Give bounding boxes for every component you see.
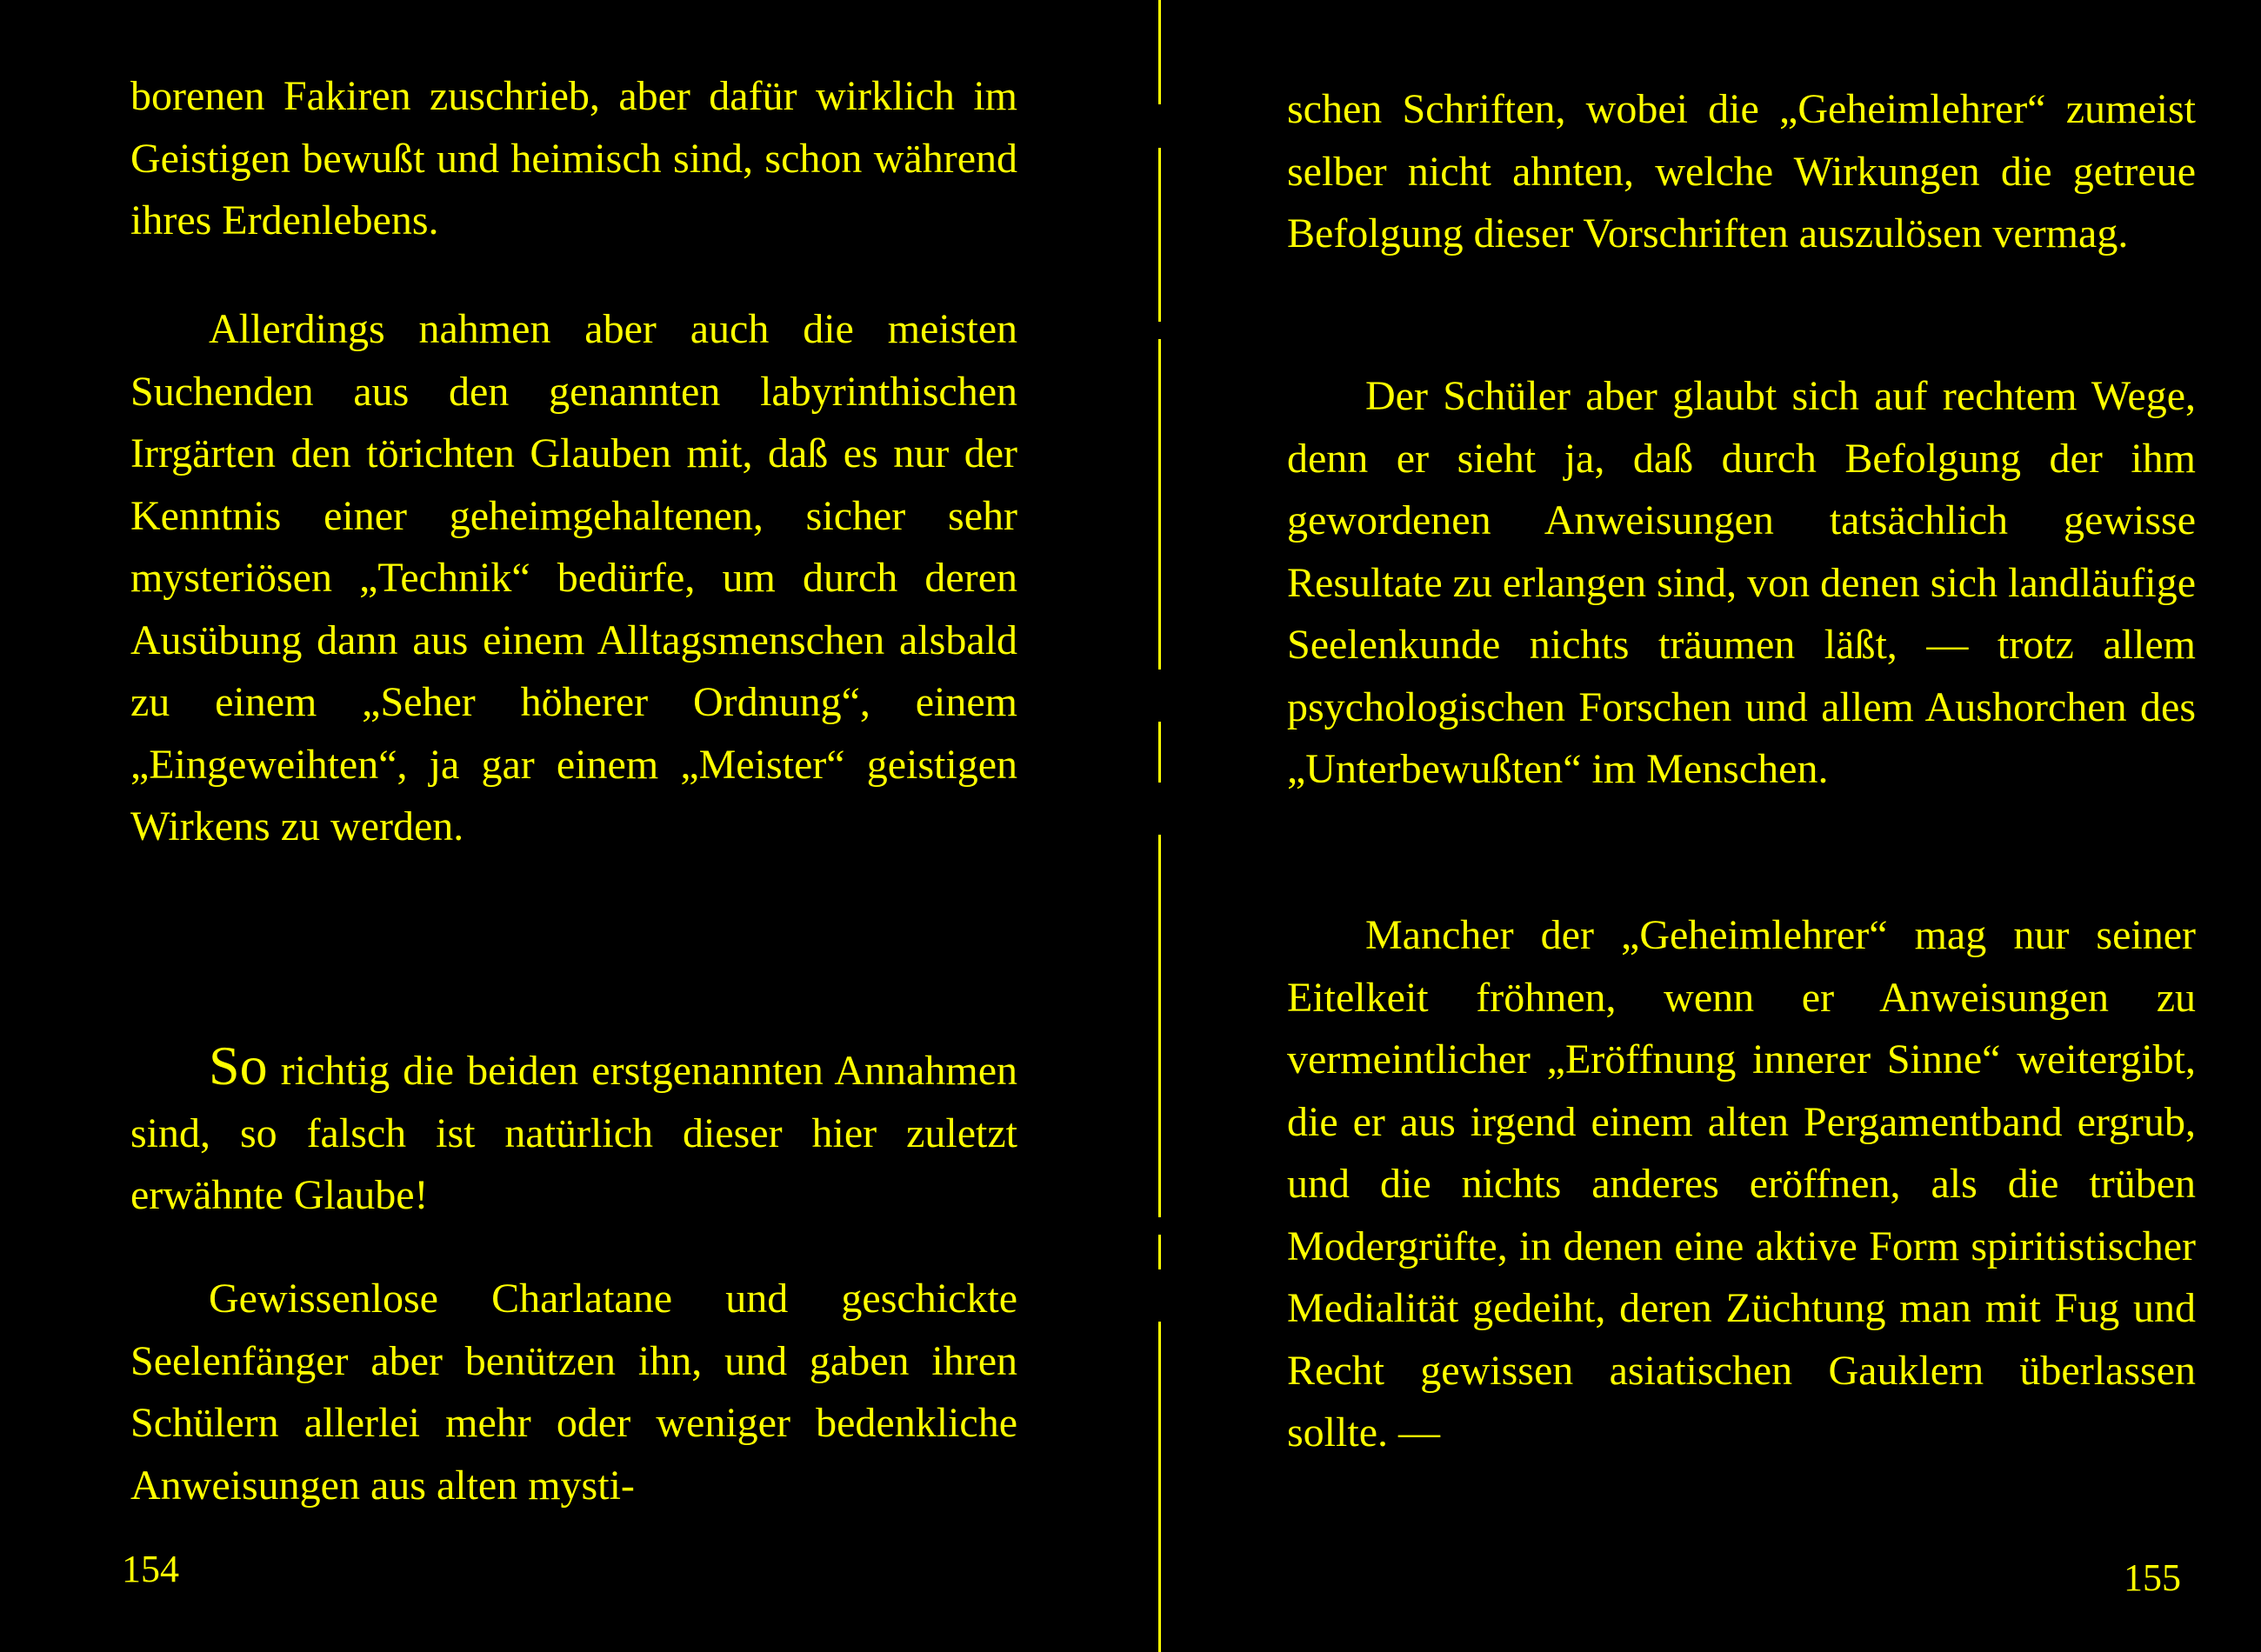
right-paragraph-2: Der Schüler aber glaubt sich auf rechtem Wege, denn er sieht ja, daß durch Befolgung der ihm gewordenen Anweisungen tatsächlich gewisse Resultate zu erlangen sind, von denen sich landläufige Seelenkunde nichts träumen läßt, — trotz allem psychologischen Forschen und allem Aushorchen des „Unterbewußten“ im Menschen. [1287, 373, 2197, 792]
left-paragraph-2: Allerdings nahmen aber auch die meisten Suchenden aus den genannten labyrinthischen Irrgärten den törichten Glauben mit, daß es nur der Kenntnis einer geheimgehaltenen, sicher sehr mysteriösen „Technik“ bedürfe, um durch deren Ausübung dann aus einem Alltagsmenschen alsbald zu einem „Seher höherer Ordnung“, einem „Eingeweihten“, ja gar einem „Meister“ geistigen Wirkens zu werden. [130, 306, 1017, 849]
right-paragraph-1: schen Schriften, wobei die „Geheimlehrer“ zumeist selber nicht ahnten, welche Wirkungen die getreue Befolgung dieser Vorschriften auszulösen vermag. [1287, 86, 2196, 256]
right-page [1165, 0, 2261, 1652]
left-paragraph-3-text: richtig die beiden erstgenannten Annahmen sind, so falsch ist natürlich dieser hier zuletzt erwähnte Glaube! [130, 1048, 1017, 1218]
page-gutter-divider [1158, 0, 1164, 1652]
right-paragraph-3: Mancher der „Geheimlehrer“ mag nur seiner Eitelkeit fröhnen, wenn er Anweisungen zu vermeintlicher „Eröffnung innerer Sinne“ weitergibt, die er aus irgend einem alten Pergamentband ergrub, und die nichts anderes eröffnen, als die trüben Modergrüfte, in denen eine aktive Form spiritistischer Medialität gedeiht, deren Züchtung man mit Fug und Recht gewissen asiatischen Gauklern überlassen sollte. — [1287, 912, 2196, 1455]
page-number-left: 154 [122, 1548, 179, 1590]
left-paragraph-4: Gewissenlose Charlatane und geschickte Seelenfänger aber benützen ihn, und gaben ihren Schülern allerlei mehr oder weniger bedenkliche Anweisungen aus alten mysti- [130, 1276, 1017, 1509]
page-number-right: 155 [2124, 1556, 2181, 1599]
initial-letter: So [209, 1035, 268, 1096]
left-paragraph-1: borenen Fakiren zuschrieb, aber dafür wirklich im Geistigen bewußt und heimisch sind, schon während ihres Erdenlebens. [130, 73, 1017, 243]
left-paragraph-3 [130, 1035, 1017, 1227]
